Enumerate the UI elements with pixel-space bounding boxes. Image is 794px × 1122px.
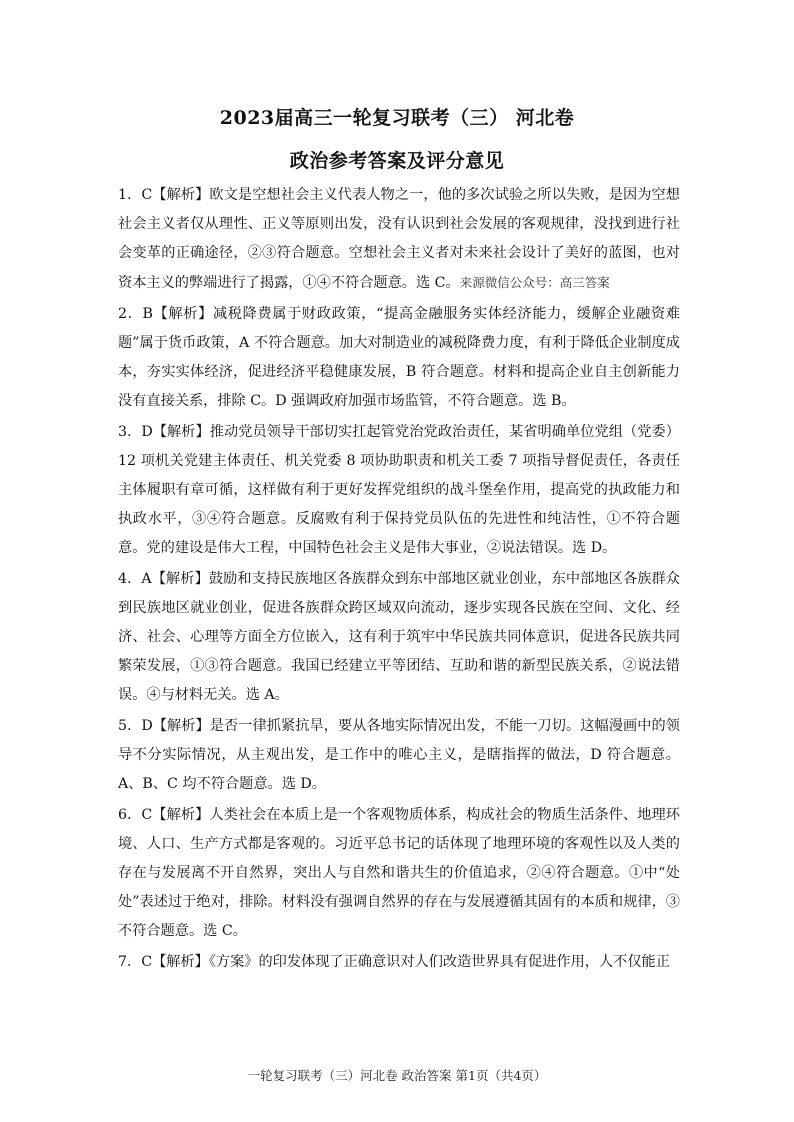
analysis-text: 欧文是空想社会主义代表人物之一，他的多次试验之所以失败，是因为空想社会主义者仅从理性、正义等原则出发，没有认识到社会发展的客观规律，没找到进行社会变革的正确途径，②③符合题意。空想社会主义者对未来社会设计了美好的蓝图，也对资本主义的弊端进行了揭露，①④不符合题意。选 C。 (118, 187, 680, 291)
analysis-tag: 【解析】 (152, 807, 210, 823)
page-title: 2023届高三一轮复习联考（三） 河北卷 (219, 107, 575, 129)
question-number: 7． (118, 954, 142, 970)
analysis-tag: 【解析】 (152, 718, 210, 734)
answer-letter: A (141, 571, 152, 587)
source-note: 来源微信公众号：高三答案 (459, 275, 610, 290)
question-number: 4． (118, 571, 142, 587)
answer-letter: C (141, 807, 153, 823)
analysis-tag: 【解析】 (152, 306, 213, 322)
answer-letter: D (141, 718, 153, 734)
page-subtitle: 政治参考答案及评分意见 (289, 150, 505, 172)
answer-item-7 (118, 948, 680, 977)
page-footer: 一轮复习联考（三）河北卷 政治答案 第1页（共4页） (247, 1068, 547, 1083)
question-number: 3． (118, 424, 142, 440)
answer-item-1 (118, 181, 680, 298)
analysis-text: 推动党员领导干部切实扛起管党治党政治责任，某省明确单位党组（党委）12 项机关党建主体责任、机关党委 8 项协助职责和机关工委 7 项指导督促责任，各责任主体履职有章可循，这样做有利于更好发挥党组织的战斗堡垒作用，提高党的执政能力和执政水平，③④符合题意。反腐败有利于保持党员队伍的先进性和纯洁性，①不符合题意。党的建设是伟大工程，中国特色社会主义是伟大事业，②说法错误。选 D。 (118, 424, 680, 556)
question-number: 1． (118, 187, 142, 203)
answer-letter: C (141, 187, 153, 203)
answer-letter: C (141, 954, 153, 970)
analysis-tag: 【解析】 (151, 571, 209, 587)
answer-list (118, 181, 680, 979)
analysis-tag: 【解析】 (152, 424, 210, 440)
answer-item-4 (118, 565, 680, 710)
question-number: 5． (118, 718, 142, 734)
question-number: 2． (118, 306, 143, 322)
answer-letter: D (141, 424, 153, 440)
question-number: 6． (118, 807, 142, 823)
answer-item-3 (118, 418, 680, 563)
analysis-tag: 【解析】 (152, 954, 209, 970)
answer-item-2 (118, 300, 680, 416)
answer-item-5 (118, 712, 680, 799)
answer-letter: B (142, 306, 153, 322)
analysis-tag: 【解析】 (152, 187, 210, 203)
analysis-text: 是否一律抓紧抗旱，要从各地实际情况出发，不能一刀切。这幅漫画中的领导不分实际情况，从主观出发，是工作中的唯心主义，是瞎指挥的做法，D 符合题意。A、B、C 均不符合题意。选 D。 (118, 718, 680, 792)
analysis-text: 《方案》的印发体现了正确意识对人们改造世界具有促进作用，人不仅能正 (208, 954, 670, 970)
answer-item-6 (118, 801, 680, 946)
analysis-text: 人类社会在本质上是一个客观物质体系，构成社会的物质生活条件、地理环境、人口、生产方式都是客观的。习近平总书记的话体现了地理环境的客观性以及人类的存在与发展离不开自然界，突出人与自然和谐共生的价值追求，②④符合题意。①中“处处”表述过于绝对，排除。材料没有强调自然界的存在与发展遵循其固有的本质和规律，③不符合题意。选 C。 (118, 807, 680, 939)
analysis-text: 鼓励和支持民族地区各族群众到东中部地区就业创业，东中部地区各族群众到民族地区就业创业，促进各族群众跨区域双向流动，逐步实现各民族在空间、文化、经济、社会、心理等方面全方位嵌入，这有利于筑牢中华民族共同体意识，促进各民族共同繁荣发展，①③符合题意。我国已经建立平等团结、互助和谐的新型民族关系，②说法错误。④与材料无关。选 A。 (118, 571, 680, 703)
analysis-text: 减税降费属于财政政策，“提高金融服务实体经济能力，缓解企业融资难题”属于货币政策，A 不符合题意。加大对制造业的减税降费力度，有利于降低企业制度成本，夯实实体经济，促进经济平稳健康发展，B 符合题意。材料和提高企业自主创新能力没有直接关系，排除 C。D 强调政府加强市场监管，不符合题意。选 B。 (118, 306, 680, 409)
